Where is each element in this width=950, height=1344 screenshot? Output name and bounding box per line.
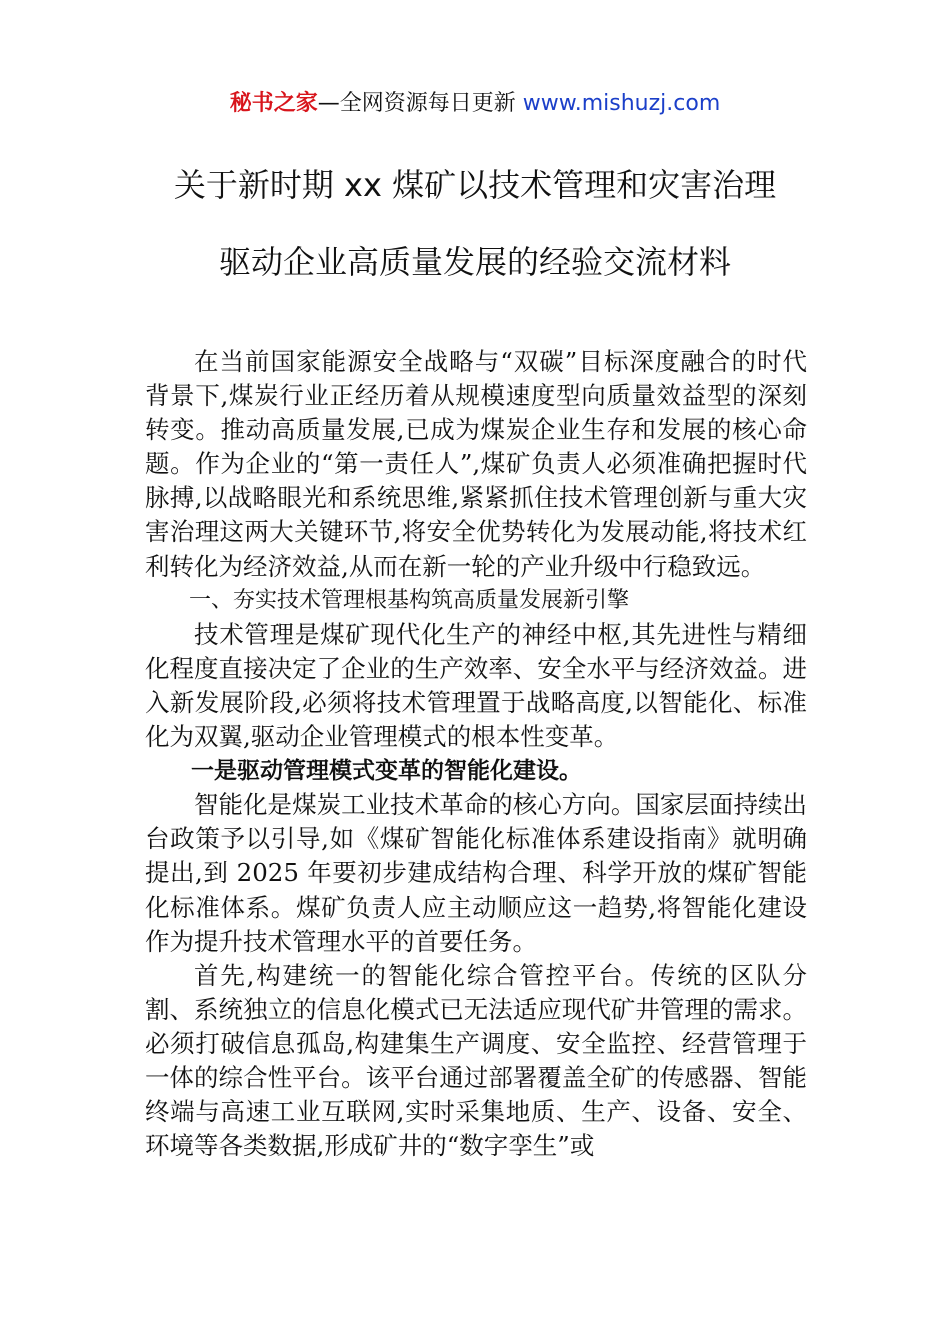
document-title	[100, 162, 850, 316]
site-brand: 秘书之家	[229, 91, 318, 116]
site-url-link[interactable]: www.mishuzj.com	[522, 91, 721, 116]
section-heading-1: 一、夯实技术管理根基构筑高质量发展新引擎	[189, 587, 630, 613]
paragraph-intro: 在当前国家能源安全战略与“双碳”目标深度融合的时代背景下,煤炭行业正经历着从规模速度型向质量效益型的深刻转变。推动高质量发展,已成为煤炭企业生存和发展的核心命题。作为企业的“第一责任人”,煤矿负责人必须准确把握时代脉搏,以战略眼光和系统思维,紧紧抓住技术管理创新与重大灾害治理这两大关键环节,将安全优势转化为发展动能,将技术红利转化为经济效益,从而在新一轮的产业升级中行稳致远。	[145, 347, 807, 581]
paragraph-tech-management: 技术管理是煤矿现代化生产的神经中枢,其先进性与精细化程度直接决定了企业的生产效率、安全水平与经济效益。进入新发展阶段,必须将技术管理置于战略高度,以智能化、标准化为双翼,驱动企业管理模式的根本性变革。	[145, 619, 807, 752]
paragraph-intelligence: 智能化是煤炭工业技术革命的核心方向。国家层面持续出台政策予以引导,如《煤矿智能化标准体系建设指南》就明确提出,到 2025 年要初步建成结构合理、科学开放的煤矿智能化标准体系。煤矿负责人应主动顺应这一趋势,将智能化建设作为提升技术管理水平的首要任务。	[145, 790, 807, 956]
site-tagline: —全网资源每日更新	[317, 91, 523, 116]
title-line-2: 驱动企业高质量发展的经验交流材料	[218, 243, 731, 281]
title-line-1: 关于新时期 xx 煤矿以技术管理和灾害治理	[173, 166, 777, 204]
subsection-heading-1: 一是驱动管理模式变革的智能化建设。	[191, 758, 582, 785]
site-header	[0, 88, 950, 120]
document-body	[145, 345, 807, 1163]
paragraph-platform: 首先,构建统一的智能化综合管控平台。传统的区队分割、系统独立的信息化模式已无法适应现代矿井管理的需求。必须打破信息孤岛,构建集生产调度、安全监控、经营管理于一体的综合性平台。该平台通过部署覆盖全矿的传感器、智能终端与高速工业互联网,实时采集地质、生产、设备、安全、环境等各类数据,形成矿井的“数字孪生”或	[145, 960, 807, 1161]
